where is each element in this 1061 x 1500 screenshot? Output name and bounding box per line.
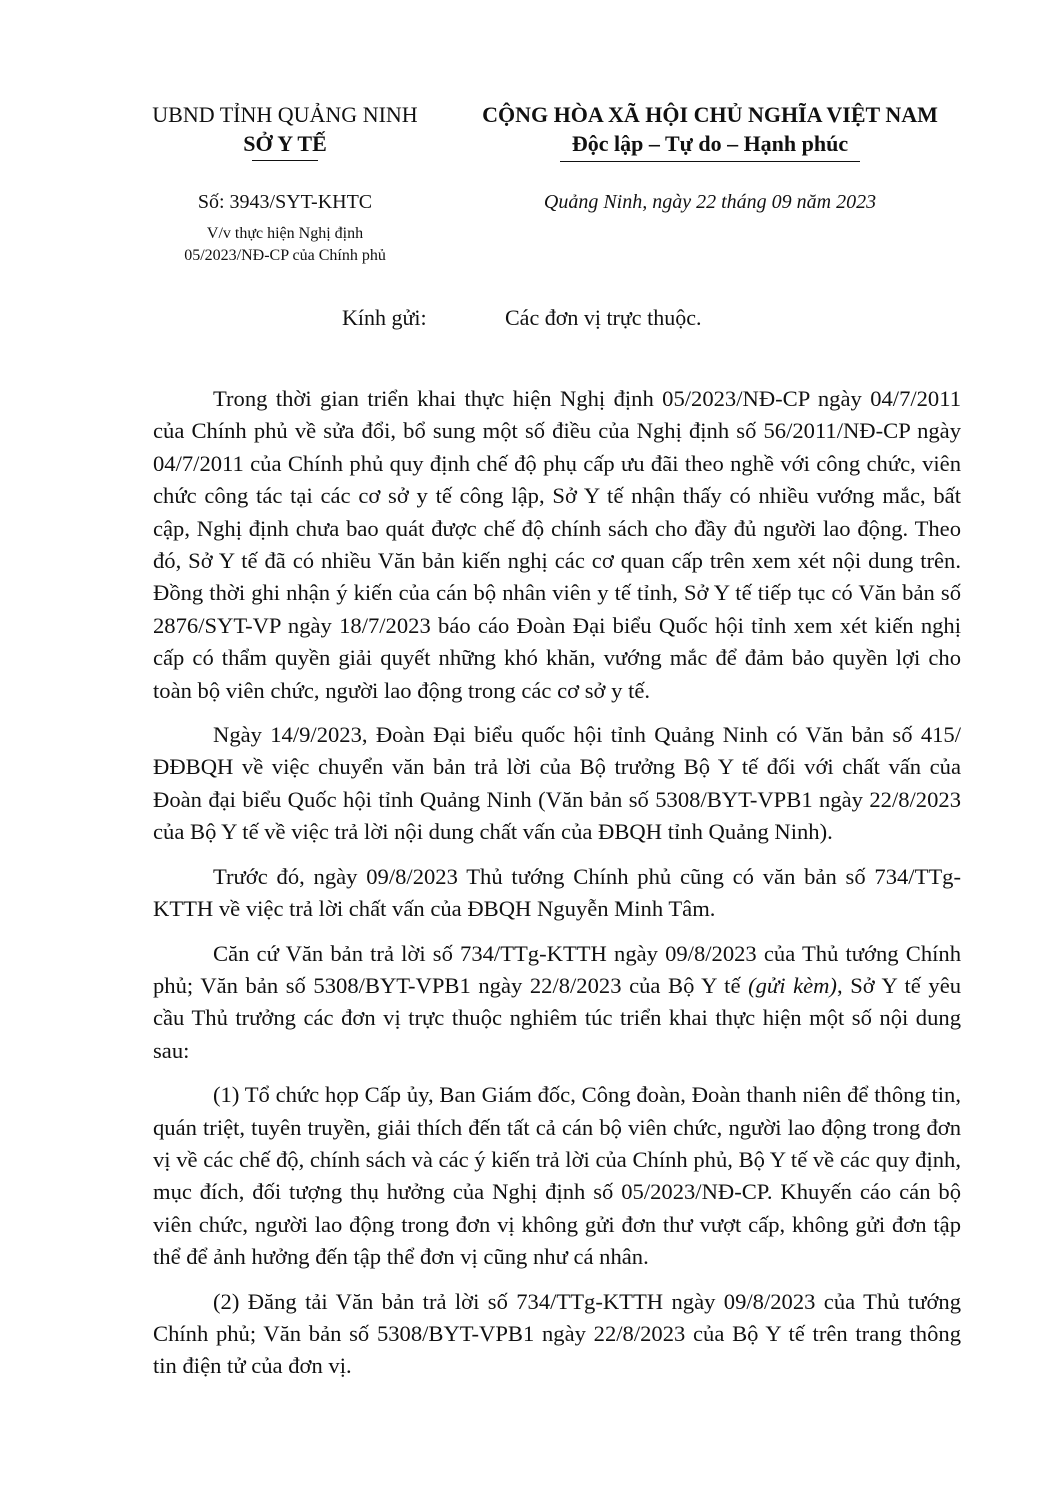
doc-number: Số: 3943/SYT-KHTC	[197, 191, 373, 213]
doc-subject	[130, 223, 440, 267]
issuer-underline	[252, 160, 318, 161]
recipient-value: Các đơn vị trực thuộc.	[505, 305, 702, 330]
issuer-org: UBND TỈNH QUẢNG NINH	[152, 102, 418, 127]
paragraph-4	[153, 938, 961, 1068]
doc-subject-line1: V/v thực hiện Nghị định	[206, 225, 364, 242]
issuer-dept: SỞ Y TẾ	[243, 131, 327, 156]
attachment-note: (gửi kèm)	[748, 972, 837, 998]
motto-underline	[560, 161, 860, 162]
paragraph-6: (2) Đăng tải Văn bản trả lời số 734/TTg-KTTH ngày 09/8/2023 của Thủ tướng Chính phủ; Văn bản số 5308/BYT-VPB1 ngày 22/8/2023 của Bộ Y tế trên trang thông tin điện tử của đơn vị.	[153, 1288, 961, 1379]
recipient-line	[342, 305, 701, 331]
nation-title: CỘNG HÒA XÃ HỘI CHỦ NGHĨA VIỆT NAM	[482, 102, 938, 127]
paragraph-4-text-b: , Sở Y tế yêu cầu Thủ trưởng các đơn vị trực thuộc nghiêm túc triển khai thực hiện một số nội dung sau:	[153, 972, 962, 1063]
recipient-label: Kính gửi:	[342, 305, 427, 330]
paragraph-2: Ngày 14/9/2023, Đoàn Đại biểu quốc hội tỉnh Quảng Ninh có Văn bản số 415/ĐĐBQH về việc chuyển văn bản trả lời của Bộ trưởng Bộ Y tế đối với chất vấn của Đoàn đại biểu Quốc hội tỉnh Quảng Ninh (Văn bản số 5308/BYT-VPB1 ngày 22/8/2023 của Bộ Y tế về việc trả lời nội dung chất vấn của ĐBQH tỉnh Quảng Ninh).	[153, 722, 961, 845]
document-body	[153, 383, 961, 1395]
national-heading	[455, 100, 965, 217]
paragraph-4-text-a: Căn cứ Văn bản trả lời số 734/TTg-KTTH ngày 09/8/2023 của Thủ tướng Chính phủ; Văn bản số 5308/BYT-VPB1 ngày 22/8/2023 của Bộ Y tế	[153, 940, 961, 998]
nation-motto: Độc lập – Tự do – Hạnh phúc	[571, 131, 849, 156]
paragraph-3: Trước đó, ngày 09/8/2023 Thủ tướng Chính phủ cũng có văn bản số 734/TTg-KTTH về việc trả lời chất vấn của ĐBQH Nguyễn Minh Tâm.	[153, 863, 961, 922]
issuer-block	[130, 100, 440, 267]
paragraph-5: (1) Tổ chức họp Cấp ủy, Ban Giám đốc, Công đoàn, Đoàn thanh niên để thông tin, quán triệt, tuyên truyền, giải thích đến tất cả cán bộ viên chức, người lao động trong đơn vị về các chế độ, chính sách và các ý kiến trả lời của Chính phủ, Bộ Y tế về các quy định, mục đích, đối tượng thụ hưởng của Nghị định số 05/2023/NĐ-CP. Khuyến cáo cán bộ viên chức, người lao động trong đơn vị không gửi đơn thư vượt cấp, không gửi đơn tập thể để ảnh hưởng đến tập thể đơn vị cũng như cá nhân.	[153, 1082, 961, 1270]
doc-date: Quảng Ninh, ngày 22 tháng 09 năm 2023	[543, 191, 877, 213]
doc-subject-line2: 05/2023/NĐ-CP của Chính phủ	[184, 247, 386, 264]
paragraph-1: Trong thời gian triển khai thực hiện Nghị định 05/2023/NĐ-CP ngày 04/7/2011 của Chính phủ về sửa đổi, bổ sung một số điều của Nghị định số 56/2011/NĐ-CP ngày 04/7/2011 của Chính phủ quy định chế độ phụ cấp ưu đãi theo nghề với công chức, viên chức công tác tại các cơ sở y tế công lập, Sở Y tế nhận thấy có nhiều vướng mắc, bất cập, Nghị định chưa bao quát được chế độ chính sách cho đầy đủ người lao động. Theo đó, Sở Y tế đã có nhiều Văn bản kiến nghị các cơ quan cấp trên xem xét nội dung trên. Đồng thời ghi nhận ý kiến của cán bộ nhân viên y tế tỉnh, Sở Y tế tiếp tục có Văn bản số 2876/SYT-VP ngày 18/7/2023 báo cáo Đoàn Đại biểu Quốc hội tỉnh xem xét kiến nghị cấp có thẩm quyền giải quyết những khó khăn, vướng mắc để đảm bảo quyền lợi cho toàn bộ viên chức, người lao động trong các cơ sở y tế.	[153, 386, 961, 703]
